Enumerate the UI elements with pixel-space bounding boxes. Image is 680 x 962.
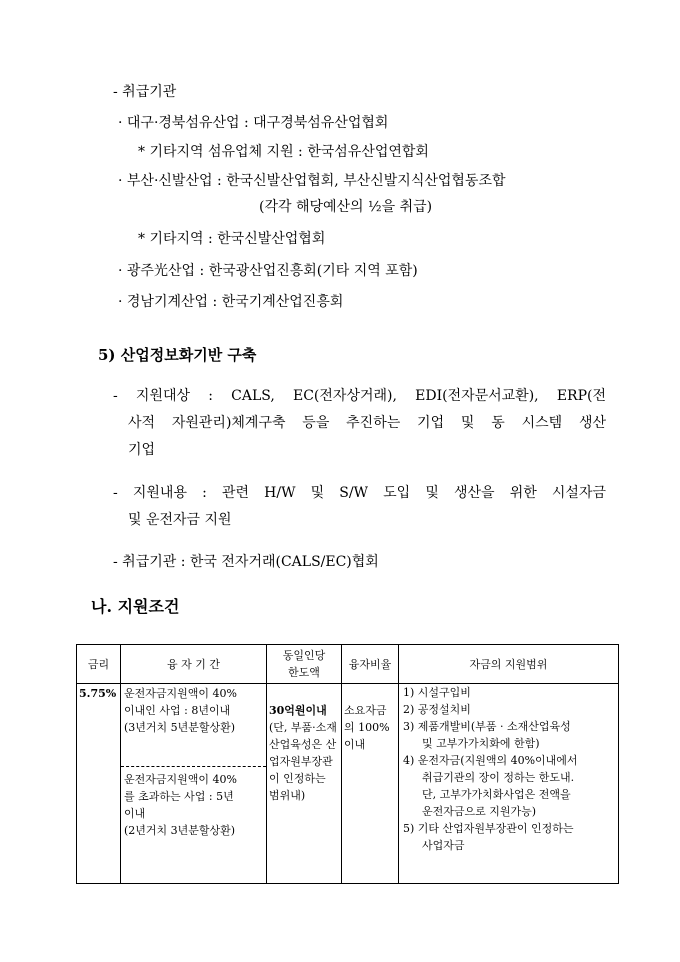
period-b-line1: 운전자금지원액이 40% bbox=[124, 773, 237, 786]
busan-other-region-note: * 기타지역 : 한국신발산업협회 bbox=[138, 231, 326, 247]
cell-rate: 5.75% bbox=[77, 684, 121, 884]
period-under-40 bbox=[121, 685, 266, 767]
header-limit-line2: 한도액 bbox=[288, 666, 320, 679]
limit-amount: 30억원이내 bbox=[269, 704, 327, 717]
cell-period bbox=[121, 684, 267, 884]
section5-title: 5) 산업정보화기반 구축 bbox=[98, 346, 257, 364]
header-limit bbox=[267, 645, 342, 684]
scope-item-4b: 취급기관의 장이 정하는 한도내. bbox=[422, 771, 575, 784]
gwangju-optics-item: · 광주光산업 : 한국광산업진흥회(기타 지역 포함) bbox=[118, 263, 418, 279]
period-b-line2: 를 초과하는 사업 : 5년 bbox=[124, 790, 234, 803]
table-row bbox=[77, 684, 619, 884]
daegu-textile-item: · 대구·경북섬유산업 : 대구경북섬유산업협회 bbox=[118, 115, 389, 131]
scope-item-4d: 운전자금으로 지원가능) bbox=[422, 805, 537, 818]
header-ratio: 융자비율 bbox=[342, 645, 399, 684]
support-content-line2: 및 운전자금 지원 bbox=[128, 512, 232, 528]
support-conditions-table bbox=[76, 644, 619, 884]
handling-agency-heading: - 취급기관 bbox=[113, 84, 177, 100]
gyeongnam-machinery-item: · 경남기계산업 : 한국기계산업진흥회 bbox=[118, 294, 344, 310]
limit-note: (단, 부품·소재산업육성은 산업자원부장관이 인정하는 범위내) bbox=[269, 721, 337, 802]
scope-item-5a: 5) 기타 산업자원부장관이 인정하는 bbox=[403, 822, 574, 835]
period-over-40 bbox=[121, 767, 266, 839]
header-rate: 금리 bbox=[77, 645, 121, 684]
support-target-line1: - 지원대상 : CALS, EC(전자상거래), EDI(전자문서교환), ERP(전 bbox=[113, 388, 606, 404]
scope-item-3a: 3) 제품개발비(부품 · 소재산업육성 bbox=[403, 720, 571, 733]
scope-item-3b: 및 고부가가치화에 한함) bbox=[422, 737, 540, 750]
ratio-text: 소요자금의 100% 이내 bbox=[344, 704, 390, 751]
scope-item-4a: 4) 운전자금(지원액의 40%이내에서 bbox=[403, 754, 578, 767]
cell-scope bbox=[399, 684, 619, 884]
scope-item-2: 2) 공정설치비 bbox=[403, 703, 471, 716]
header-scope: 자금의 지원범위 bbox=[399, 645, 619, 684]
period-a-line1: 운전자금지원액이 40% bbox=[124, 687, 237, 700]
handling-agency-line: - 취급기관 : 한국 전자거래(CALS/EC)협회 bbox=[113, 554, 379, 570]
scope-item-1: 1) 시설구입비 bbox=[403, 686, 471, 699]
header-limit-line1: 동일인당 bbox=[282, 649, 326, 662]
support-content-line1: - 지원내용 : 관련 H/W 및 S/W 도입 및 생산을 위한 시설자금 bbox=[113, 485, 606, 501]
period-a-line2: 이내인 사업 : 8년이내 bbox=[124, 704, 231, 717]
header-period: 융 자 기 간 bbox=[121, 645, 267, 684]
table-header-row bbox=[77, 645, 619, 684]
scope-item-4c: 단, 고부가가치화사업은 전액을 bbox=[422, 788, 571, 801]
period-a-line3: (3년거치 5년분할상환) bbox=[124, 721, 236, 734]
cell-ratio bbox=[342, 684, 399, 884]
daegu-other-region-note: * 기타지역 섬유업체 지원 : 한국섬유산업연합회 bbox=[138, 144, 429, 160]
support-target-line2: 사적 자원관리)체계구축 등을 추진하는 기업 및 동 시스템 생산 bbox=[128, 415, 606, 431]
period-b-line4: (2년거치 3년분할상환) bbox=[124, 824, 236, 837]
busan-footwear-item: · 부산·신발산업 : 한국신발산업협회, 부산신발지식산업협동조합 bbox=[118, 173, 506, 189]
support-conditions-title: 나. 지원조건 bbox=[91, 597, 180, 616]
period-b-line3: 이내 bbox=[124, 807, 146, 820]
support-target-line3: 기업 bbox=[128, 442, 156, 458]
busan-budget-note: (각각 해당예산의 ½을 취급) bbox=[259, 199, 433, 215]
cell-limit bbox=[267, 684, 342, 884]
scope-item-5b: 사업자금 bbox=[422, 839, 465, 852]
